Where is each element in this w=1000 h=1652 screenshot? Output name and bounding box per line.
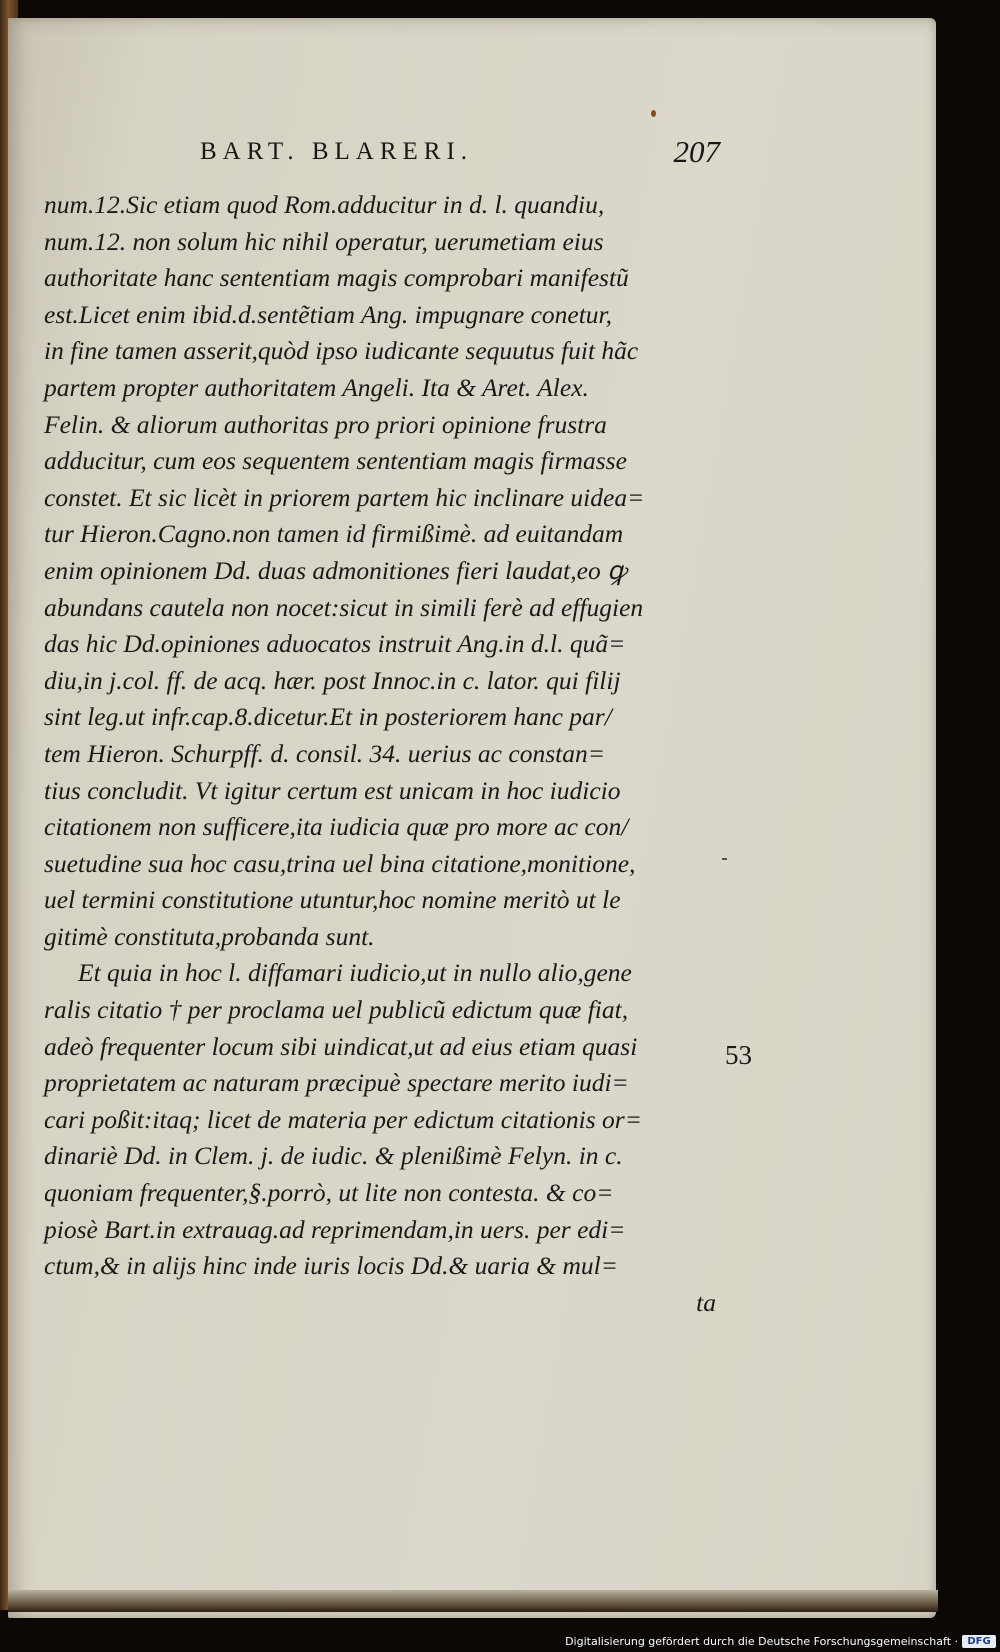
text-line: uel termini constitutione utuntur,hoc nomine meritò ut le (44, 885, 621, 915)
text-line: sint leg.ut infr.cap.8.dicetur.Et in posteriorem hanc par/ (44, 702, 612, 732)
text-line: adducitur, cum eos sequentem sententiam magis firmasse (44, 446, 627, 476)
text-line: piosè Bart.in extrauag.ad reprimendam,in uers. per edi= (44, 1214, 626, 1244)
text-line: cari poßit:itaq; licet de materia per edictum citationis or= (44, 1104, 642, 1134)
catchword: ta (696, 1287, 716, 1317)
funding-credit-text: Digitalisierung gefördert durch die Deutsche Forschungsgemeinschaft · (565, 1635, 958, 1648)
text-line: ctum,& in alijs hinc inde iuris locis Dd.& uaria & mul= (44, 1251, 618, 1281)
text-line: abundans cautela non nocet:sicut in simili ferè ad effugien (44, 592, 644, 622)
text-line: ralis citatio † per proclama uel publicũ edictum quæ fiat, (44, 995, 629, 1025)
text-line: partem propter authoritatem Angeli. Ita & Aret. Alex. (44, 372, 589, 402)
dfg-logo-icon: DFG (962, 1635, 996, 1648)
text-line: num.12.Sic etiam quod Rom.adducitur in d. l. quandiu, (44, 190, 605, 219)
page-bottom-edge (8, 1590, 938, 1612)
text-line: est.Licet enim ibid.d.sentẽtiam Ang. impugnare conetur, (44, 299, 613, 329)
paper-speck (651, 110, 656, 117)
text-line: proprietatem ac naturam præcipuè spectare merito iudi= (44, 1068, 629, 1098)
text-line: das hic Dd.opiniones aduocatos instruit Ang.in d.l. quã= (44, 629, 626, 659)
page-number: 207 (673, 134, 720, 169)
running-title: BART. BLARERI. (200, 138, 474, 165)
text-line: dinariè Dd. in Clem. j. de iudic. & plenißimè Felyn. in c. (44, 1141, 623, 1171)
text-line: tius concludit. Vt igitur certum est unicam in hoc iudicio (44, 775, 621, 805)
text-line: citationem non sufficere,ita iudicia quæ pro more ac con/ (44, 812, 629, 842)
text-line: tur Hieron.Cagno.non tamen id firmißimè. ad euitandam (44, 519, 624, 549)
text-line: quoniam frequenter,§.porrò, ut lite non contesta. & co= (44, 1178, 614, 1208)
text-line: authoritate hanc sententiam magis comprobari manifestũ (44, 263, 629, 293)
footer-credit (565, 1633, 998, 1650)
text-line: adeò frequenter locum sibi uindicat,ut ad eius etiam quasi (44, 1031, 638, 1061)
text-line: Felin. & aliorum authoritas pro priori opinione frustra (44, 409, 607, 439)
body-text (44, 187, 724, 1321)
text-line: tem Hieron. Schurpff. d. consil. 34. uerius ac constan= (44, 738, 605, 768)
text-line: num.12. non solum hic nihil operatur, uerumetiam eius (44, 226, 604, 256)
text-line: in fine tamen asserit,quòd ipso iudicante sequutus fuit hãc (44, 336, 639, 366)
page-header (200, 134, 720, 178)
text-line: Et quia in hoc l. diffamari iudicio,ut in nullo alio,gene (78, 958, 632, 988)
text-line: suetudine sua hoc casu,trina uel bina citatione,monitione, (44, 848, 636, 878)
text-line: enim opinionem Dd. duas admonitiones fieri laudat,eo ꝙ (44, 555, 627, 585)
text-line: constet. Et sic licèt in priorem partem hic inclinare uidea= (44, 482, 645, 512)
text-line: gitimè constituta,probanda sunt. (44, 921, 375, 951)
text-line: diu,in j.col. ff. de acq. hær. post Innoc.in c. lator. qui filij (44, 665, 621, 695)
marginal-note-number: 53 (725, 1040, 752, 1070)
